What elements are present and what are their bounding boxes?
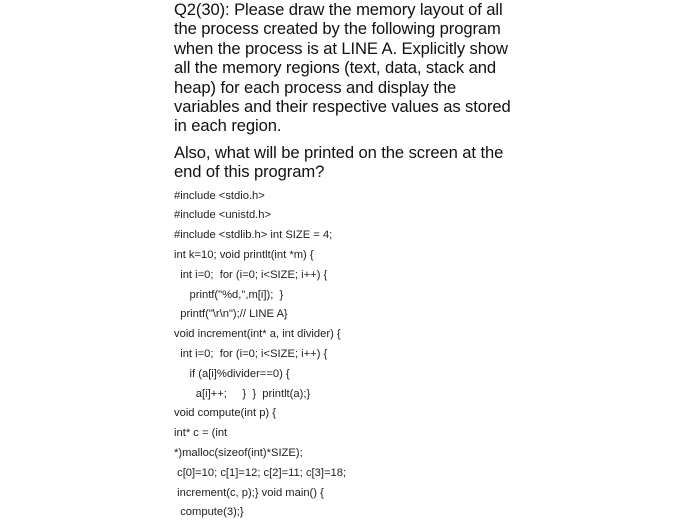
code-line: int i=0; for (i=0; i<SIZE; i++) { [174, 348, 328, 361]
code-line: increment(c, p);} void main() { [174, 486, 324, 499]
code-listing [174, 187, 534, 523]
code-line: void compute(int p) { [174, 407, 276, 420]
followup-line: end of this program? [174, 162, 325, 182]
code-line: int* c = (int [174, 427, 228, 440]
code-line: if (a[i]%divider==0) { [174, 367, 290, 380]
code-line: #include <unistd.h> [174, 209, 272, 222]
code-line: #include <stdio.h> [174, 189, 265, 202]
code-line: int i=0; for (i=0; i<SIZE; i++) { [174, 268, 328, 281]
question-line: the process created by the following program [174, 19, 501, 39]
question-line: when the process is at LINE A. Explicitly show [174, 38, 508, 58]
question-line: in each region. [174, 116, 282, 136]
paragraph-gap [174, 136, 534, 143]
code-line: c[0]=10; c[1]=12; c[2]=11; c[3]=18; [174, 466, 347, 479]
followup-question [174, 143, 534, 182]
code-line: int k=10; void printlt(int *m) { [174, 249, 314, 262]
code-line: void increment(int* a, int divider) { [174, 328, 341, 341]
code-line: compute(3);} [174, 506, 244, 519]
code-line: printf("\r\n");// LINE A} [174, 308, 288, 321]
question-line: Q2(30): Please draw the memory layout of all [174, 0, 503, 19]
document [174, 0, 534, 523]
followup-line: Also, what will be printed on the screen at the [174, 142, 504, 162]
question-line: heap) for each process and display the [174, 77, 457, 97]
code-line: #include <stdlib.h> int SIZE = 4; [174, 229, 333, 242]
question-line: variables and their respective values as stored [174, 97, 511, 117]
code-line: a[i]++; } } printlt(a);} [174, 387, 311, 400]
question-text [174, 0, 534, 136]
code-line: printf("%d,",m[i]); } [174, 288, 284, 301]
question-line: all the memory regions (text, data, stack and [174, 58, 496, 78]
code-line: *)malloc(sizeof(int)*SIZE); [174, 447, 303, 460]
